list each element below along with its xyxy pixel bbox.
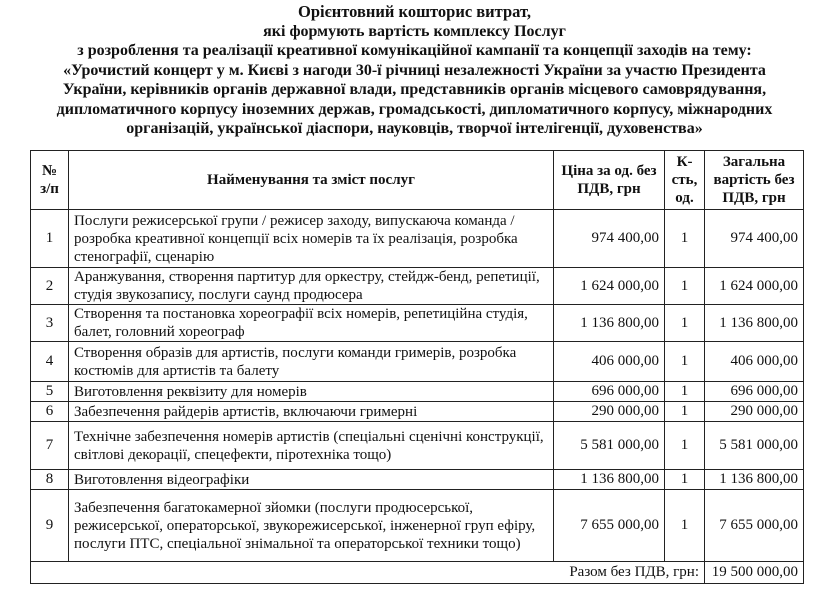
row-total: 696 000,00 <box>705 382 804 402</box>
header-total: Загальна вартість без ПДВ, грн <box>705 151 804 210</box>
table-row <box>31 422 804 470</box>
row-total: 5 581 000,00 <box>705 422 804 470</box>
header-qty: К-сть, од. <box>665 151 705 210</box>
summary-value: 19 500 000,00 <box>705 562 804 584</box>
heading-line-3: з розроблення та реалізації креативної комунікаційної кампанії та концепції заходів на тему: <box>77 42 752 59</box>
row-total: 290 000,00 <box>705 402 804 422</box>
row-quantity: 1 <box>665 382 705 402</box>
row-unit-price: 974 400,00 <box>554 210 665 268</box>
row-service-name: Послуги режисерської групи / режисер заходу, випускаюча команда / розробка креативної концепції всіх номерів та їх реалізація, розробка стенографії, сценарію <box>69 210 554 268</box>
row-service-name: Забезпечення багатокамерної зйомки (послуги продюсерської, режисерської, операторської, звукорежисерської, інженерної груп ефіру, послуги ПТС, спеціальної знімальної та операторської техники тощо) <box>69 490 554 562</box>
row-service-name: Виготовлення відеографіки <box>69 470 554 490</box>
row-number: 9 <box>31 490 69 562</box>
summary-row <box>31 562 804 584</box>
row-total: 406 000,00 <box>705 342 804 382</box>
row-total: 974 400,00 <box>705 210 804 268</box>
row-unit-price: 696 000,00 <box>554 382 665 402</box>
row-service-name: Виготовлення реквізиту для номерів <box>69 382 554 402</box>
heading-line-5: України, керівників органів державної влади, представників органів місцевого самоврядування, <box>62 81 767 98</box>
heading-line-7: організацій, української діаспори, науковців, творчої інтелігенції, духовенства» <box>126 120 703 137</box>
row-unit-price: 406 000,00 <box>554 342 665 382</box>
table-row <box>31 305 804 342</box>
row-total: 1 136 800,00 <box>705 305 804 342</box>
row-service-name: Створення та постановка хореографії всіх номерів, репетиційна студія, балет, головний хореограф <box>69 305 554 342</box>
table-body <box>31 210 804 562</box>
row-unit-price: 7 655 000,00 <box>554 490 665 562</box>
row-number: 6 <box>31 402 69 422</box>
row-quantity: 1 <box>665 268 705 305</box>
row-number: 7 <box>31 422 69 470</box>
header-name: Найменування та зміст послуг <box>69 151 554 210</box>
row-number: 8 <box>31 470 69 490</box>
table-row <box>31 402 804 422</box>
table-row <box>31 210 804 268</box>
row-unit-price: 1 136 800,00 <box>554 305 665 342</box>
row-quantity: 1 <box>665 490 705 562</box>
row-total: 1 136 800,00 <box>705 470 804 490</box>
row-total: 1 624 000,00 <box>705 268 804 305</box>
row-quantity: 1 <box>665 470 705 490</box>
row-quantity: 1 <box>665 402 705 422</box>
row-quantity: 1 <box>665 422 705 470</box>
row-unit-price: 1 136 800,00 <box>554 470 665 490</box>
row-unit-price: 1 624 000,00 <box>554 268 665 305</box>
heading-line-4: «Урочистий концерт у м. Києві з нагоди 30-ї річниці незалежності України за участю Президента <box>63 61 766 79</box>
table-row <box>31 470 804 490</box>
heading-line-6: дипломатичного корпусу іноземних держав, громадськості, дипломатичного корпусу, міжнародних <box>56 100 773 118</box>
table-row <box>31 268 804 305</box>
row-quantity: 1 <box>665 305 705 342</box>
cost-estimate-table <box>30 150 804 584</box>
row-number: 5 <box>31 382 69 402</box>
header-num: № з/п <box>31 151 69 210</box>
row-number: 2 <box>31 268 69 305</box>
heading-line-2: які формують вартість комплексу Послуг <box>263 22 566 40</box>
row-quantity: 1 <box>665 342 705 382</box>
row-service-name: Аранжування, створення партитур для оркестру, стейдж-бенд, репетиції, студія звукозапису, послуги саунд продюсера <box>69 268 554 305</box>
row-service-name: Забезпечення райдерів артистів, включаючи гримерні <box>69 402 554 422</box>
row-unit-price: 290 000,00 <box>554 402 665 422</box>
row-quantity: 1 <box>665 210 705 268</box>
row-service-name: Створення образів для артистів, послуги команди гримерів, розробка костюмів для артистів та балету <box>69 342 554 382</box>
header-price: Ціна за од. без ПДВ, грн <box>554 151 665 210</box>
table-row <box>31 490 804 562</box>
row-number: 1 <box>31 210 69 268</box>
table-header-row <box>31 151 804 210</box>
row-number: 3 <box>31 305 69 342</box>
row-unit-price: 5 581 000,00 <box>554 422 665 470</box>
heading-line-1: Орієнтовний кошторис витрат, <box>298 2 531 21</box>
row-total: 7 655 000,00 <box>705 490 804 562</box>
table-row <box>31 382 804 402</box>
row-number: 4 <box>31 342 69 382</box>
row-service-name: Технічне забезпечення номерів артистів (спеціальні сценічні конструкції, світлові декорації, спецефекти, піротехніка тощо) <box>69 422 554 470</box>
table-row <box>31 342 804 382</box>
document-heading <box>10 2 819 139</box>
summary-label: Разом без ПДВ, грн: <box>31 562 705 584</box>
